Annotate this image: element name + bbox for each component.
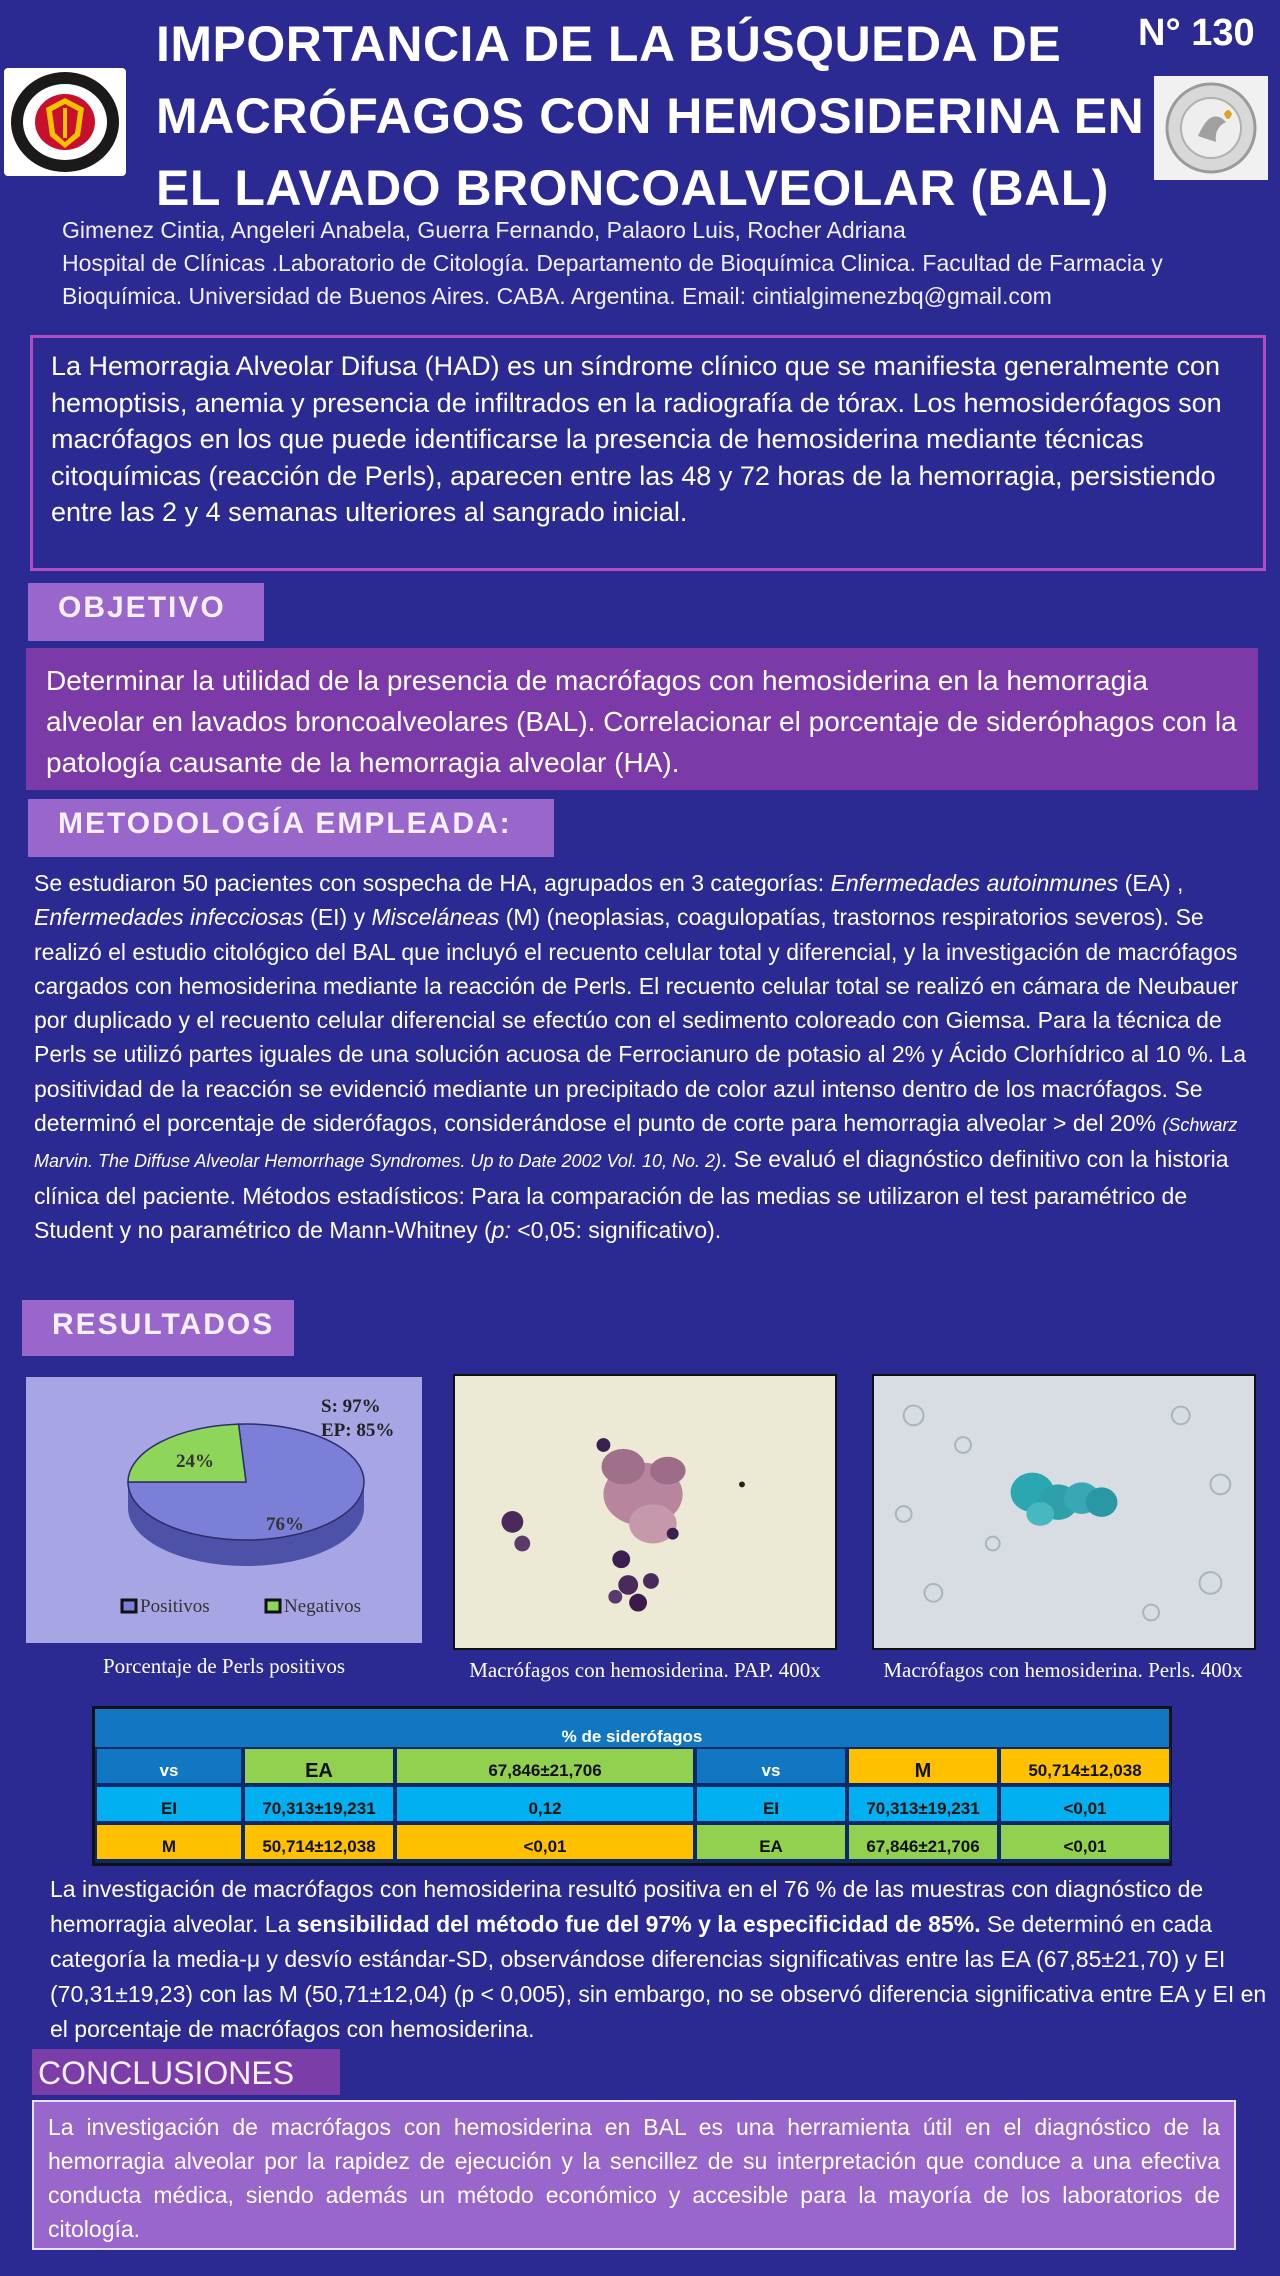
affiliation-line-2: Bioquímica. Universidad de Buenos Aires. CABA. Argentina. Email: cintialgimenezbq@gmail.com	[62, 283, 1052, 309]
res-bold: sensibilidad del método fue del 97% y la especificidad de 85%.	[296, 1911, 981, 1937]
faculty-logo	[1154, 76, 1268, 180]
met-part: Se estudiaron 50 pacientes con sospecha de HA, agrupados en 3 categorías:	[34, 870, 831, 896]
objetivo-text: Determinar la utilidad de la presencia de macrófagos con hemosiderina en la hemorragia alveolar en lavados broncoalveolares (BAL). Correlacionar el porcentaje de sideróphagos con la patología causante de la hemorragia alveolar (HA).	[46, 665, 1237, 778]
legend-swatch-positivos	[122, 1600, 136, 1612]
table-header-text: % de siderófagos	[561, 1727, 703, 1746]
resultados-text	[50, 1872, 1270, 2047]
chart-annotation: EP: 85%	[321, 1420, 395, 1441]
table-cell: 50,714±12,038	[243, 1823, 395, 1861]
pap-caption: Macrófagos con hemosiderina. PAP. 400x	[469, 1658, 821, 1682]
chart-annotation: S: 97%	[321, 1396, 381, 1417]
table-cell: 70,313±19,231	[243, 1785, 395, 1823]
legend-label-positivos: Positivos	[140, 1596, 210, 1617]
affiliation-line-1: Hospital de Clínicas .Laboratorio de Citología. Departamento de Bioquímica Clinica. Facultad de Farmacia y	[62, 250, 1163, 276]
section-conclusiones-heading: CONCLUSIONES	[32, 2049, 340, 2095]
perls-micrograph-image	[872, 1374, 1256, 1650]
authors: Gimenez Cintia, Angeleri Anabela, Guerra Fernando, Palaoro Luis, Rocher Adriana	[62, 217, 906, 243]
intro-text: La Hemorragia Alveolar Difusa (HAD) es un síndrome clínico que se manifiesta generalmente con hemoptisis, anemia y presencia de infiltrados en la radiografía de tórax. Los hemosiderófagos son macrófagos en los que puede identificarse la presencia de hemosiderina mediante técnicas citoquímicas (reacción de Perls), aparecen entre las 48 y 72 horas de la hemorragia, persistiendo entre las 2 y 4 semanas ulteriores al sangrado inicial.	[51, 351, 1222, 527]
section-metodologia-heading: METODOLOGÍA EMPLEADA:	[28, 799, 554, 857]
chart-caption: Porcentaje de Perls positivos	[102, 1654, 346, 1678]
table-cell: vs	[95, 1747, 243, 1785]
table-cell: 70,313±19,231	[847, 1785, 999, 1823]
met-citation: (Schwarz Marvin. The Diffuse Alveolar Hemorrhage Syndromes. Up to Date 2002 Vol. 10, No. 2)	[34, 1115, 1238, 1172]
table-cell: EA	[695, 1823, 847, 1861]
table-cell: vs	[695, 1747, 847, 1785]
met-part: <0,05: significativo).	[510, 1216, 722, 1243]
perls-pie-chart	[26, 1377, 422, 1643]
table-cell: M	[95, 1823, 243, 1861]
results-table	[92, 1706, 1172, 1866]
table-cell: EA	[243, 1747, 395, 1785]
conclusiones-text: La investigación de macrófagos con hemosiderina en BAL es una herramienta útil en el diagnóstico de la hemorragia alveolar por la rapidez de ejecución y la sencillez de su interpretación que conduce a una efectiva conducta médica, siendo además un método económico y accesible para la mayoría de los laboratorios de citología.	[48, 2114, 1220, 2242]
section-objetivo-heading: OBJETIVO	[28, 583, 264, 641]
table-cell: M	[847, 1747, 999, 1785]
res-part: Se determinó en cada categoría la media-μ y desvío estándar-SD, observándose diferencias significativas entre las EA (67,85±21,70) y EI (70,31±19,23) con las M (50,71±12,04) (p < 0,005), sin embargo, no se observó diferencia significativa entre EA y EI en el porcentaje de macrófagos con hemosiderina.	[50, 1911, 1267, 2042]
pap-micrograph-image	[453, 1374, 837, 1650]
res-part: La investigación de macrófagos con hemosiderina resultó positiva en el 76 % de las muestras con diagnóstico de hemorragia alveolar. La	[50, 1876, 1204, 1937]
perls-caption: Macrófagos con hemosiderina. Perls. 400x	[883, 1658, 1243, 1682]
hospital-logo	[4, 68, 126, 176]
section-resultados-heading: RESULTADOS	[22, 1300, 294, 1356]
intro-box	[30, 335, 1266, 571]
legend-label-negativos: Negativos	[284, 1596, 362, 1617]
table-cell: 0,12	[395, 1785, 695, 1823]
table-cell: <0,01	[999, 1823, 1171, 1861]
met-italic: p:	[491, 1216, 511, 1243]
met-part: (EA) ,	[1118, 870, 1184, 896]
poster-number: N° 130	[1138, 12, 1255, 54]
table-cell: 50,714±12,038	[999, 1747, 1171, 1785]
table-cell: EI	[95, 1785, 243, 1823]
table-header	[95, 1709, 1169, 1747]
table-cell: <0,01	[395, 1823, 695, 1861]
table-cell: EI	[695, 1785, 847, 1823]
table-cell: 67,846±21,706	[847, 1823, 999, 1861]
authors-block	[62, 214, 1272, 313]
title-line-3: EL LAVADO BRONCOALVEOLAR (BAL)	[156, 160, 1109, 216]
met-italic: Misceláneas	[371, 904, 500, 931]
met-part: . Se evaluó el diagnóstico definitivo con la historia clínica del paciente. Métodos estadísticos: Para la comparación de las medias se utilizaron el test paramétrico de Student y no paramétrico de Mann-Whitney (	[34, 1146, 1229, 1243]
title-line-2: MACRÓFAGOS CON HEMOSIDERINA EN	[156, 88, 1145, 144]
met-italic: Enfermedades infecciosas	[34, 904, 304, 931]
met-part: (EI) y	[303, 904, 372, 931]
table-cell: 67,846±21,706	[395, 1747, 695, 1785]
met-italic: Enfermedades autoinmunes	[830, 870, 1119, 896]
pie-label-positivos: 76%	[266, 1514, 304, 1535]
metodologia-text	[34, 866, 1264, 1247]
title-line-1: IMPORTANCIA DE LA BÚSQUEDA DE	[156, 16, 1062, 72]
table-cell: <0,01	[999, 1785, 1171, 1823]
legend-swatch-negativos	[266, 1600, 280, 1612]
met-part: (M) (neoplasias, coagulopatías, trastornos respiratorios severos). Se realizó el estudio citológico del BAL que incluyó el recuento celular total y diferencial, y la investigación de macrófagos cargados con hemosiderina mediante la reacción de Perls. El recuento celular total se realizó en cámara de Neubauer por duplicado y el recuento celular diferencial se efectúo con el sedimento coloreado con Giemsa. Para la técnica de Perls se utilizó partes iguales de una solución acuosa de Ferrocianuro de potasio al 2% y Ácido Clorhídrico al 10 %. La positividad de la reacción se evidenció mediante un precipitado de color azul intenso dentro de los macrófagos. Se determinó el porcentaje de siderófagos, considerándose el punto de corte para hemorragia alveolar > del 20%	[34, 904, 1247, 1137]
pie-label-negativos: 24%	[176, 1451, 214, 1472]
poster-title	[156, 8, 1146, 224]
objetivo-box	[26, 648, 1258, 790]
conclusiones-box	[32, 2100, 1236, 2250]
